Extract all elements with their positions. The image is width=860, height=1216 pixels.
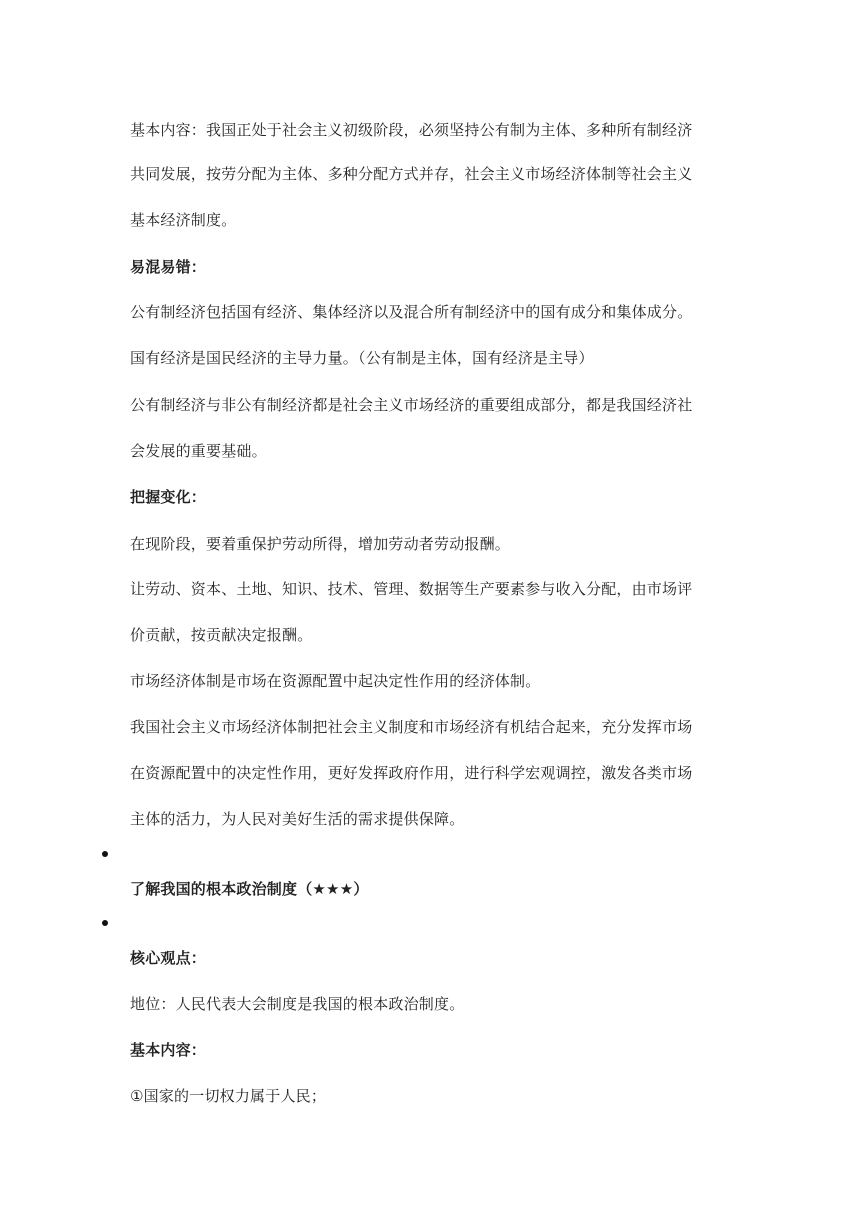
- paragraph-line: 价贡献，按贡献决定报酬。: [130, 626, 313, 644]
- paragraph-line: 我国社会主义市场经济体制把社会主义制度和市场经济有机结合起来，充分发挥市场: [130, 718, 693, 736]
- paragraph-line: 在现阶段，要着重保护劳动所得，增加劳动者劳动报酬。: [130, 535, 511, 553]
- section-heading: 易混易错：: [130, 258, 207, 276]
- paragraph-line: 市场经济体制是市场在资源配置中起决定性作用的经济体制。: [130, 672, 541, 690]
- paragraph-line: 国有经济是国民经济的主导力量。（公有制是主体，国有经济是主导）: [130, 349, 594, 367]
- paragraph-line: 地位：人民代表大会制度是我国的根本政治制度。: [130, 995, 465, 1013]
- topic-heading: 了解我国的根本政治制度（★★★）: [130, 880, 369, 898]
- paragraph-line: 公有制经济与非公有制经济都是社会主义市场经济的重要组成部分，都是我国经济社: [130, 396, 693, 414]
- paragraph-line: 会发展的重要基础。: [130, 442, 267, 460]
- paragraph-line: 让劳动、资本、土地、知识、技术、管理、数据等生产要素参与收入分配，由市场评: [130, 580, 693, 598]
- paragraph-line: 公有制经济包括国有经济、集体经济以及混合所有制经济中的国有成分和集体成分。: [130, 303, 693, 321]
- paragraph-line: 共同发展，按劳分配为主体、多种分配方式并存，社会主义市场经济体制等社会主义: [130, 165, 693, 183]
- paragraph-line: 基本内容：我国正处于社会主义初级阶段，必须坚持公有制为主体、多种所有制经济: [130, 121, 693, 139]
- paragraph-line: ①国家的一切权力属于人民；: [130, 1087, 327, 1105]
- paragraph-line: 基本经济制度。: [130, 211, 237, 229]
- paragraph-line: 在资源配置中的决定性作用，更好发挥政府作用，进行科学宏观调控，激发各类市场: [130, 764, 693, 782]
- paragraph-line: 主体的活力，为人民对美好生活的需求提供保障。: [130, 810, 465, 828]
- section-heading: 基本内容：: [130, 1041, 207, 1059]
- bullet-dot: [102, 920, 108, 926]
- section-heading: 核心观点：: [130, 949, 207, 967]
- bullet-dot: [102, 851, 108, 857]
- section-heading: 把握变化：: [130, 488, 207, 506]
